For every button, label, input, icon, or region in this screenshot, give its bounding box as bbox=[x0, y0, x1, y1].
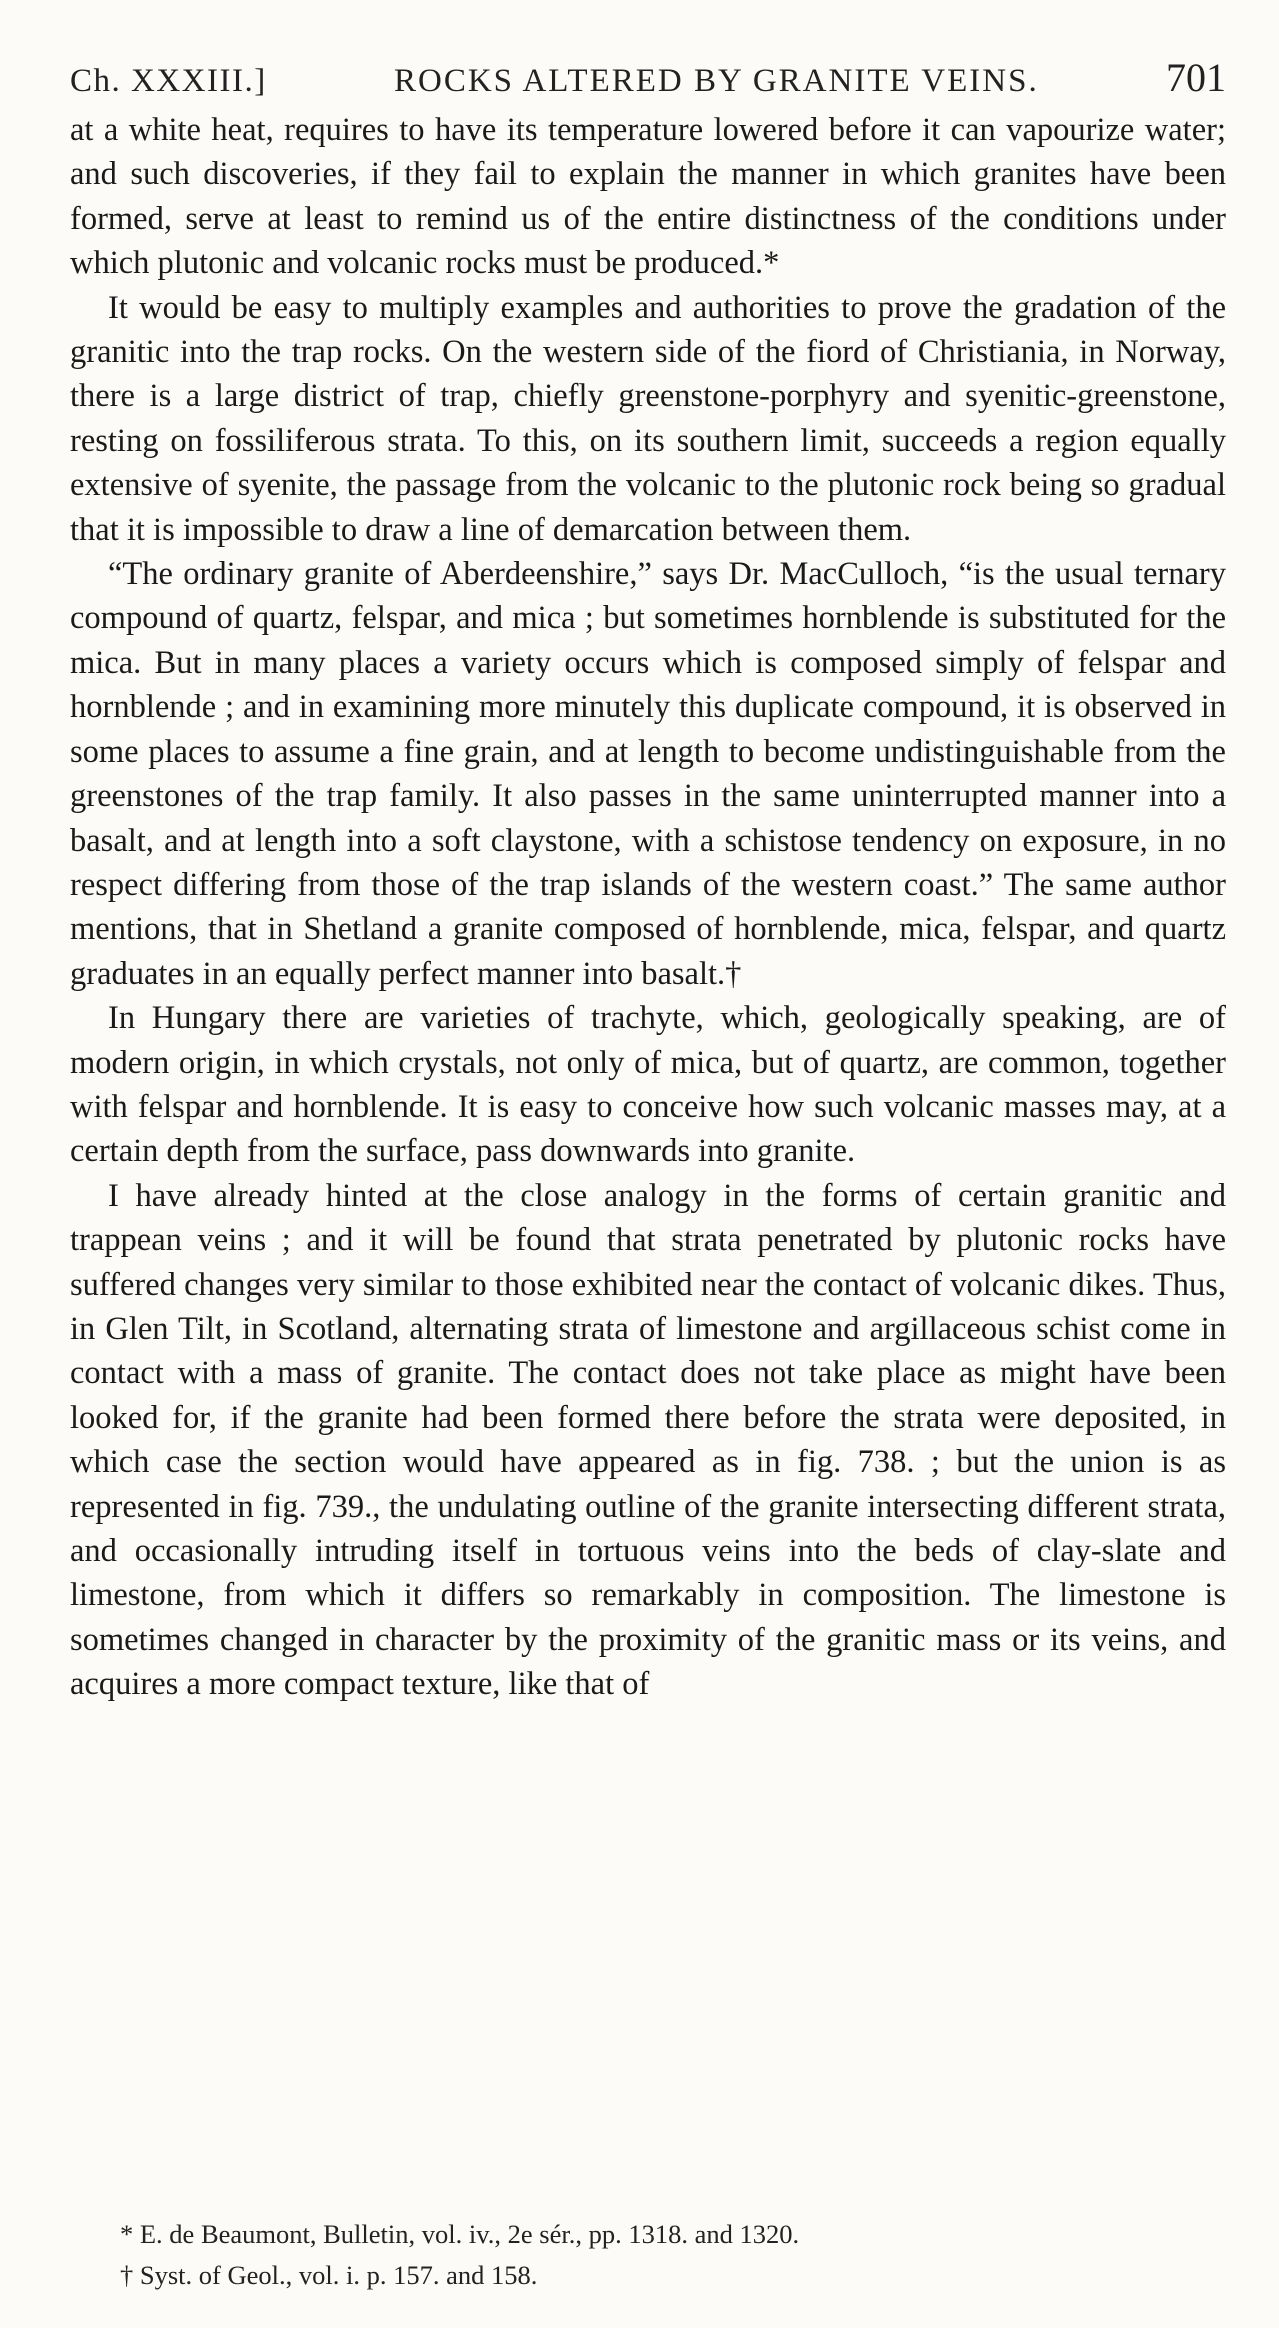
footnote: * E. de Beaumont, Bulletin, vol. iv., 2e sér., pp. 1318. and 1320. bbox=[120, 2219, 800, 2249]
body-text bbox=[70, 108, 1226, 1707]
footnote: † Syst. of Geol., vol. i. p. 157. and 158. bbox=[120, 2260, 538, 2290]
running-title: ROCKS ALTERED BY GRANITE VEINS. bbox=[393, 63, 1039, 99]
paragraph: In Hungary there are varieties of trachyte, which, geologically speaking, are of modern origin, in which crystals, not only of mica, but of quartz, are common, together with felspar and hornblende. It is easy to conceive how such volcanic masses may, at a certain depth from the surface, pass downwards into granite. bbox=[70, 1000, 1226, 1170]
paragraph: “The ordinary granite of Aberdeenshire,” says Dr. MacCulloch, “is the usual ternary compound of quartz, felspar, and mica ; but sometimes hornblende is substituted for the mica. But in many places a variety occurs which is composed simply of felspar and hornblende ; and in examining more minutely this duplicate compound, it is observed in some places to assume a fine grain, and at length to become undistinguishable from the greenstones of the trap family. It also passes in the same uninterrupted manner into a basalt, and at length into a soft claystone, with a schistose tendency on exposure, in no respect differing from those of the trap islands of the western coast.” The same author mentions, that in Shetland a granite composed of hornblende, mica, felspar, and quartz graduates in an equally perfect manner into basalt.† bbox=[70, 556, 1226, 992]
paragraph: at a white heat, requires to have its temperature lowered before it can vapourize water; and such discoveries, if they fail to explain the manner in which granites have been formed, serve at least to remind us of the entire distinctness of the conditions under which plutonic and volcanic rocks must be produced.* bbox=[70, 112, 1226, 282]
running-head bbox=[70, 54, 1226, 100]
paragraph: It would be easy to multiply examples and authorities to prove the gradation of the granitic into the trap rocks. On the western side of the fiord of Christiania, in Norway, there is a large district of trap, chiefly greenstone-porphyry and syenitic-greenstone, resting on fossiliferous strata. To this, on its southern limit, succeeds a region equally extensive of syenite, the passage from the volcanic to the plutonic rock being so gradual that it is impossible to draw a line of demarcation between them. bbox=[70, 289, 1226, 548]
chapter-reference: Ch. XXXIII.] bbox=[70, 63, 267, 99]
book-page bbox=[70, 54, 1226, 1707]
paragraph: I have already hinted at the close analogy in the forms of certain granitic and trappean veins ; and it will be found that strata penetrated by plutonic rocks have suffered changes very similar to those exhibited near the contact of volcanic dikes. Thus, in Glen Tilt, in Scotland, alternating strata of limestone and argillaceous schist come in contact with a mass of granite. The contact does not take place as might have been looked for, if the granite had been formed there before the strata were deposited, in which case the section would have appeared as in fig. 738. ; but the union is as represented in fig. 739., the undulating outline of the granite intersecting different strata, and occasionally intruding itself in tortuous veins into the beds of clay-slate and limestone, from which it differs so remarkably in composition. The limestone is sometimes changed in character by the proximity of the granitic mass or its veins, and acquires a more compact texture, like that of bbox=[70, 1177, 1226, 1703]
footnotes bbox=[120, 2214, 1200, 2296]
page-number: 701 bbox=[1166, 55, 1226, 100]
